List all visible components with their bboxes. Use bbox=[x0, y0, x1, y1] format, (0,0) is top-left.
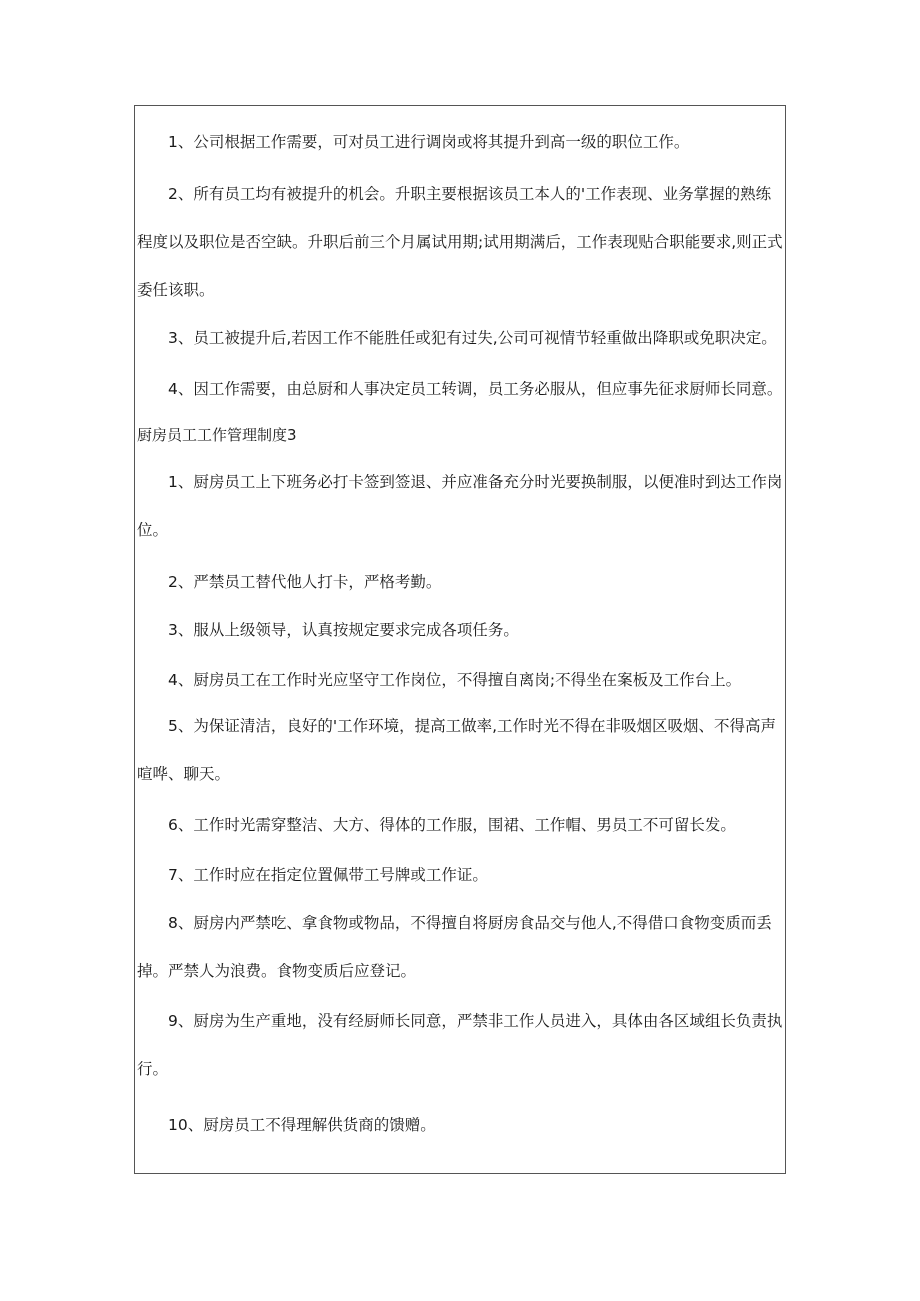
rule-2: 2、严禁员工替代他人打卡，严格考勤。 bbox=[168, 573, 442, 591]
rule-8: 8、厨房内严禁吃、拿食物或物品，不得擅自将厨房食品交与他人,不得借口食物变质而丢掉。严禁人为浪费。食物变质后应登记。 bbox=[137, 914, 772, 980]
rule-4: 4、厨房员工在工作时光应坚守工作岗位，不得擅自离岗;不得坐在案板及工作台上。 bbox=[168, 671, 742, 689]
rule-1: 1、厨房员工上下班务必打卡签到签退、并应准备充分时光要换制服，以便准时到达工作岗位。 bbox=[137, 473, 783, 539]
rule-9: 9、厨房为生产重地，没有经厨师长同意，严禁非工作人员进入，具体由各区域组长负责执行。 bbox=[137, 1012, 783, 1078]
paragraph-1: 1、公司根据工作需要，可对员工进行调岗或将其提升到高一级的职位工作。 bbox=[168, 133, 690, 151]
paragraph-3: 3、员工被提升后,若因工作不能胜任或犯有过失,公司可视情节轻重做出降职或免职决定。 bbox=[168, 329, 777, 347]
rule-6: 6、工作时光需穿整洁、大方、得体的工作服，围裙、工作帽、男员工不可留长发。 bbox=[168, 816, 736, 834]
rule-10: 10、厨房员工不得理解供货商的馈赠。 bbox=[168, 1116, 436, 1134]
section-title: 厨房员工工作管理制度3 bbox=[137, 426, 297, 444]
paragraph-2: 2、所有员工均有被提升的机会。升职主要根据该员工本人的'工作表现、业务掌握的熟练程度以及职位是否空缺。升职后前三个月属试用期;试用期满后，工作表现贴合职能要求,则正式委任该职。 bbox=[137, 185, 783, 299]
paragraph-4: 4、因工作需要，由总厨和人事决定员工转调，员工务必服从，但应事先征求厨师长同意。 bbox=[168, 380, 783, 398]
rule-7: 7、工作时应在指定位置佩带工号牌或工作证。 bbox=[168, 866, 488, 884]
rule-5: 5、为保证清洁，良好的'工作环境，提高工做率,工作时光不得在非吸烟区吸烟、不得高声喧哗、聊天。 bbox=[137, 717, 777, 783]
document-frame bbox=[134, 105, 786, 1174]
rule-3: 3、服从上级领导，认真按规定要求完成各项任务。 bbox=[168, 621, 519, 639]
